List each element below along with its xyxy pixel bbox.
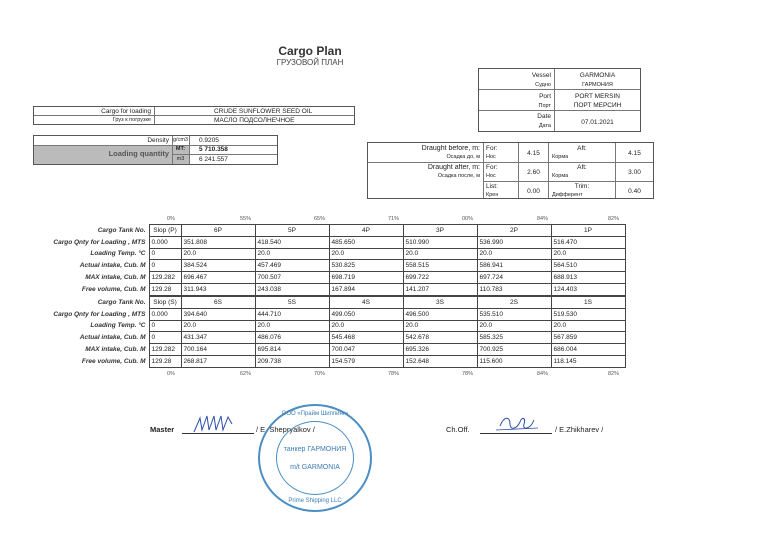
- free-cell: 141.207: [403, 283, 477, 295]
- draught-after-label: Draught after, m:: [427, 164, 480, 171]
- actual-cell: 530.825: [329, 260, 403, 272]
- cargo-label-ru: Груз к погрузке: [112, 117, 151, 123]
- max-cell: 695.814: [255, 344, 329, 356]
- row-label: Free volume, Cub. M: [81, 285, 146, 293]
- actual-cell: 457.469: [255, 260, 329, 272]
- date-value: 07.01.2021: [581, 119, 614, 126]
- master-signature-icon: [192, 412, 236, 436]
- max-cell: 696.467: [181, 272, 255, 284]
- before-for-value: 4.15: [527, 150, 540, 157]
- tank-cell: 4S: [329, 297, 403, 309]
- before-aft-value: 4.15: [628, 150, 641, 157]
- max-cell: 688.913: [551, 272, 625, 284]
- temp-cell: 20.0: [551, 320, 625, 332]
- free-cell: 152.648: [403, 355, 477, 367]
- row-label: MAX intake, Cub. M: [85, 274, 146, 282]
- page-subtitle: ГРУЗОВОЙ ПЛАН: [276, 58, 344, 67]
- m3-unit: m3: [176, 156, 185, 162]
- port-value-ru: ПОРТ МЕРСИН: [573, 102, 622, 109]
- max-cell: 699.722: [403, 272, 477, 284]
- max-cell: 698.719: [329, 272, 403, 284]
- qnty-cell: 516.470: [551, 236, 625, 248]
- free-cell: 154.579: [329, 355, 403, 367]
- actual-cell: 545.468: [329, 332, 403, 344]
- pct-port: 55%: [240, 216, 252, 222]
- pct-port: 82%: [608, 216, 620, 222]
- temp-cell: 20.0: [255, 248, 329, 260]
- tank-cell: 3P: [403, 225, 477, 237]
- after-for-label-ru: Нос: [486, 173, 496, 179]
- mt-value: 5 710.358: [199, 146, 228, 153]
- for-label-ru: Нос: [486, 154, 496, 160]
- qnty-cell: 536.990: [477, 236, 551, 248]
- trim-label: Trim:: [574, 183, 590, 190]
- free-cell: 115.600: [477, 355, 551, 367]
- table-row: [30, 260, 625, 272]
- cargo-value-ru: МАСЛО ПОДСОЛНЕЧНОЕ: [214, 117, 295, 124]
- stamp-inner-ring: [276, 421, 354, 495]
- pct-stbd: 82%: [608, 371, 620, 377]
- master-name: / E. Shepryalkov /: [256, 426, 315, 434]
- pct-stbd: 78%: [462, 371, 474, 377]
- pct-stbd: 84%: [537, 371, 549, 377]
- temp-cell: 20.0: [181, 320, 255, 332]
- max-cell: 129.282: [149, 344, 181, 356]
- master-label: Master: [150, 426, 175, 434]
- qnty-cell: 0.000: [149, 236, 181, 248]
- port-label-ru: Порт: [538, 103, 551, 109]
- pct-port: 00%: [462, 216, 474, 222]
- table-row: [30, 283, 625, 295]
- temp-cell: 20.0: [403, 248, 477, 260]
- after-aft-label-ru: Корма: [552, 173, 569, 179]
- cargo-box: [33, 106, 355, 125]
- cargo-value: CRUDE SUNFLOWER SEED OIL: [214, 108, 313, 115]
- stbd-tanks-table: [30, 296, 626, 368]
- qnty-cell: 485.650: [329, 236, 403, 248]
- list-label: List:: [486, 183, 498, 190]
- tank-cell: Slop (P): [149, 225, 181, 237]
- stamp-ring-bottom: Prime Shipping LLC: [288, 498, 342, 504]
- pct-stbd: 0%: [167, 371, 175, 377]
- density-label: Density: [147, 137, 169, 144]
- free-cell: 124.403: [551, 283, 625, 295]
- density-unit: g/cm3: [173, 137, 188, 143]
- temp-cell: 20.0: [477, 248, 551, 260]
- after-aft-label: Aft:: [577, 164, 587, 171]
- table-row: [30, 332, 625, 344]
- row-label: Actual intake, Cub. M: [79, 334, 146, 342]
- tank-cell: 1S: [551, 297, 625, 309]
- temp-cell: 0: [149, 320, 181, 332]
- temp-cell: 20.0: [551, 248, 625, 260]
- row-label: Free volume, Cub. M: [81, 357, 146, 365]
- actual-cell: 486.076: [255, 332, 329, 344]
- draught-after-label-ru: Осадка после, м: [437, 173, 480, 179]
- table-row: [30, 344, 625, 356]
- qnty-cell: 535.510: [477, 308, 551, 320]
- temp-cell: 20.0: [255, 320, 329, 332]
- max-cell: 695.326: [403, 344, 477, 356]
- qnty-cell: 496.500: [403, 308, 477, 320]
- max-cell: 697.724: [477, 272, 551, 284]
- table-row: [30, 236, 625, 248]
- qnty-cell: 0.000: [149, 308, 181, 320]
- max-cell: 700.925: [477, 344, 551, 356]
- port-label: Port: [539, 93, 551, 100]
- vessel-box: [478, 68, 641, 132]
- chief-signature-icon: [496, 412, 540, 436]
- tank-cell: 2S: [477, 297, 551, 309]
- free-cell: 167.894: [329, 283, 403, 295]
- port-tanks-table: [30, 224, 626, 296]
- row-label: Loading Temp. °C: [90, 250, 146, 258]
- aft-label-ru: Корма: [552, 154, 569, 160]
- actual-cell: 0: [149, 260, 181, 272]
- ship-stamp: [258, 404, 372, 512]
- pct-stbd: 78%: [388, 371, 400, 377]
- after-for-value: 2.60: [527, 169, 540, 176]
- temp-cell: 20.0: [329, 320, 403, 332]
- actual-cell: 431.347: [181, 332, 255, 344]
- after-aft-value: 3.00: [628, 169, 641, 176]
- temp-cell: 0: [149, 248, 181, 260]
- free-cell: 311.943: [181, 283, 255, 295]
- mt-unit: MT:: [175, 146, 186, 152]
- draught-before-label-ru: Осадка до, м: [446, 154, 480, 160]
- row-label: MAX intake, Cub. M: [85, 346, 146, 354]
- qnty-cell: 351.808: [181, 236, 255, 248]
- trim-value: 0.40: [628, 188, 641, 195]
- table-row: [30, 248, 625, 260]
- table-row: [30, 320, 625, 332]
- port-value: PORT MERSIN: [575, 93, 620, 100]
- pct-port: 71%: [388, 216, 400, 222]
- row-label: Cargo Tank No.: [97, 298, 146, 306]
- row-label: Cargo Qnty for Loading , MTS: [53, 310, 146, 318]
- actual-cell: 0: [149, 332, 181, 344]
- tank-cell: Slop (S): [149, 297, 181, 309]
- density-box: [33, 135, 278, 165]
- temp-cell: 20.0: [181, 248, 255, 260]
- density-value: 0.9205: [199, 137, 219, 144]
- max-cell: 700.164: [181, 344, 255, 356]
- actual-cell: 542.678: [403, 332, 477, 344]
- actual-cell: 558.515: [403, 260, 477, 272]
- vessel-label-ru: Судно: [535, 82, 551, 88]
- actual-cell: 585.325: [477, 332, 551, 344]
- tank-cell: 6S: [181, 297, 255, 309]
- actual-cell: 384.524: [181, 260, 255, 272]
- draught-before-label: Draught before, m:: [421, 145, 480, 152]
- page-title: Cargo Plan: [278, 44, 342, 58]
- chief-officer-label: Ch.Off.: [446, 426, 470, 434]
- free-cell: 110.783: [477, 283, 551, 295]
- stamp-ring-top: ООО «Прайм Шиппинг»: [281, 411, 349, 417]
- max-cell: 129.282: [149, 272, 181, 284]
- max-cell: 700.047: [329, 344, 403, 356]
- actual-cell: 586.941: [477, 260, 551, 272]
- actual-cell: 567.859: [551, 332, 625, 344]
- table-row: [30, 225, 625, 237]
- pct-port: 65%: [314, 216, 326, 222]
- qnty-cell: 499.050: [329, 308, 403, 320]
- pct-stbd: 70%: [314, 371, 326, 377]
- tank-cell: 3S: [403, 297, 477, 309]
- row-label: Cargo Qnty for Loading , MTS: [53, 238, 146, 246]
- aft-label: Aft:: [577, 145, 587, 152]
- date-label-ru: Дата: [538, 123, 551, 129]
- tank-cell: 6P: [181, 225, 255, 237]
- temp-cell: 20.0: [403, 320, 477, 332]
- free-cell: 243.038: [255, 283, 329, 295]
- free-cell: 129.28: [149, 355, 181, 367]
- trim-label-ru: Дифферент: [552, 192, 583, 198]
- tank-cell: 5P: [255, 225, 329, 237]
- pct-stbd: 62%: [240, 371, 252, 377]
- draught-box: [367, 142, 654, 199]
- qnty-cell: 510.990: [403, 236, 477, 248]
- cargo-label: Cargo for loading: [101, 108, 151, 115]
- vessel-label: Vessel: [531, 72, 551, 79]
- vessel-value-ru: ГАРМОНИЯ: [582, 82, 613, 88]
- free-cell: 268.817: [181, 355, 255, 367]
- free-cell: 209.738: [255, 355, 329, 367]
- row-label: Actual intake, Cub. M: [79, 262, 146, 270]
- free-cell: 129.28: [149, 283, 181, 295]
- max-cell: 700.507: [255, 272, 329, 284]
- tank-cell: 2P: [477, 225, 551, 237]
- m3-value: 6 241.557: [199, 156, 228, 163]
- vessel-value: GARMONIA: [579, 72, 616, 79]
- table-row: [30, 297, 625, 309]
- free-cell: 118.145: [551, 355, 625, 367]
- pct-port: 0%: [167, 216, 175, 222]
- temp-cell: 20.0: [329, 248, 403, 260]
- tank-cell: 1P: [551, 225, 625, 237]
- date-label: Date: [537, 113, 551, 120]
- table-row: [30, 272, 625, 284]
- qnty-cell: 444.710: [255, 308, 329, 320]
- after-for-label: For:: [486, 164, 498, 171]
- row-label: Loading Temp. °C: [90, 322, 146, 330]
- actual-cell: 564.510: [551, 260, 625, 272]
- table-row: [30, 355, 625, 367]
- list-label-ru: Крен: [486, 192, 499, 198]
- qnty-cell: 394.640: [181, 308, 255, 320]
- stamp-line-1: танкер ГАРМОНИЯ: [283, 446, 347, 453]
- qnty-cell: 418.540: [255, 236, 329, 248]
- loading-quantity-label: Loading quantity: [108, 150, 169, 158]
- for-label: For:: [486, 145, 498, 152]
- stamp-line-2: m/t GARMONIA: [290, 464, 340, 471]
- table-row: [30, 308, 625, 320]
- qnty-cell: 519.530: [551, 308, 625, 320]
- max-cell: 686.004: [551, 344, 625, 356]
- tank-cell: 4P: [329, 225, 403, 237]
- list-value: 0.00: [527, 188, 540, 195]
- temp-cell: 20.0: [477, 320, 551, 332]
- pct-port: 84%: [537, 216, 549, 222]
- tank-cell: 5S: [255, 297, 329, 309]
- row-label: Cargo Tank No.: [97, 226, 146, 234]
- chief-officer-name: / E.Zhikharev /: [555, 426, 604, 434]
